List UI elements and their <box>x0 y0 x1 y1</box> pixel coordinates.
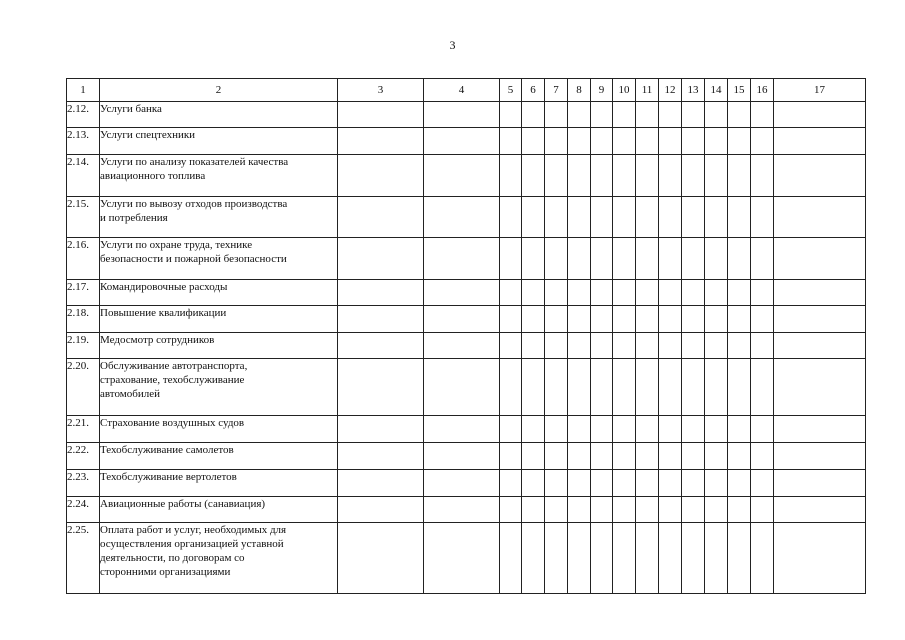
empty-cell <box>500 416 522 443</box>
empty-cell <box>682 333 705 359</box>
empty-cell <box>338 443 424 470</box>
empty-cell <box>636 238 659 280</box>
empty-cell <box>613 416 636 443</box>
row-number: 2.13. <box>67 128 100 155</box>
empty-cell <box>751 523 774 594</box>
empty-cell <box>591 359 613 416</box>
empty-cell <box>424 497 500 523</box>
empty-cell <box>682 280 705 306</box>
column-header-17: 17 <box>774 79 866 102</box>
column-header-10: 10 <box>613 79 636 102</box>
empty-cell <box>613 238 636 280</box>
empty-cell <box>545 359 568 416</box>
empty-cell <box>774 359 866 416</box>
empty-cell <box>522 306 545 333</box>
row-label-line: Медосмотр сотрудников <box>100 334 215 346</box>
empty-cell <box>774 497 866 523</box>
column-header-11: 11 <box>636 79 659 102</box>
empty-cell <box>500 102 522 128</box>
empty-cell <box>500 155 522 197</box>
empty-cell <box>545 443 568 470</box>
empty-cell <box>424 359 500 416</box>
empty-cell <box>659 102 682 128</box>
column-header-5: 5 <box>500 79 522 102</box>
empty-cell <box>682 102 705 128</box>
table-header-row <box>67 79 866 102</box>
empty-cell <box>613 280 636 306</box>
empty-cell <box>636 128 659 155</box>
row-label-line: страхование, техобслуживание <box>100 374 245 386</box>
column-header-7: 7 <box>545 79 568 102</box>
table-row <box>67 280 866 306</box>
empty-cell <box>636 359 659 416</box>
empty-cell <box>774 523 866 594</box>
empty-cell <box>500 470 522 497</box>
empty-cell <box>659 128 682 155</box>
empty-cell <box>659 238 682 280</box>
row-label-line: Техобслуживание самолетов <box>100 444 234 456</box>
empty-cell <box>682 523 705 594</box>
row-number: 2.18. <box>67 306 100 333</box>
empty-cell <box>751 238 774 280</box>
empty-cell <box>522 197 545 238</box>
empty-cell <box>568 197 591 238</box>
empty-cell <box>682 359 705 416</box>
empty-cell <box>705 197 728 238</box>
empty-cell <box>705 128 728 155</box>
empty-cell <box>338 497 424 523</box>
empty-cell <box>613 359 636 416</box>
row-label <box>100 333 338 359</box>
row-number: 2.16. <box>67 238 100 280</box>
row-label-line: и потребления <box>100 212 168 224</box>
row-number: 2.25. <box>67 523 100 594</box>
empty-cell <box>424 238 500 280</box>
empty-cell <box>751 128 774 155</box>
empty-cell <box>659 443 682 470</box>
row-label-line: сторонними организациями <box>100 566 231 578</box>
row-number: 2.14. <box>67 155 100 197</box>
column-header-13: 13 <box>682 79 705 102</box>
empty-cell <box>500 497 522 523</box>
row-label <box>100 470 338 497</box>
empty-cell <box>424 416 500 443</box>
empty-cell <box>774 470 866 497</box>
empty-cell <box>613 102 636 128</box>
empty-cell <box>774 128 866 155</box>
empty-cell <box>338 333 424 359</box>
row-label <box>100 102 338 128</box>
empty-cell <box>568 333 591 359</box>
row-label-line: деятельности, по договорам со <box>100 552 245 564</box>
page-number: 3 <box>449 38 456 52</box>
empty-cell <box>338 102 424 128</box>
table-row <box>67 470 866 497</box>
empty-cell <box>338 128 424 155</box>
empty-cell <box>522 359 545 416</box>
empty-cell <box>751 497 774 523</box>
row-number: 2.19. <box>67 333 100 359</box>
empty-cell <box>522 128 545 155</box>
empty-cell <box>705 497 728 523</box>
empty-cell <box>522 333 545 359</box>
empty-cell <box>751 443 774 470</box>
row-label-line: автомобилей <box>100 388 160 400</box>
row-label <box>100 523 338 594</box>
empty-cell <box>591 102 613 128</box>
empty-cell <box>338 238 424 280</box>
empty-cell <box>568 280 591 306</box>
table-row <box>67 359 866 416</box>
empty-cell <box>522 102 545 128</box>
empty-cell <box>774 306 866 333</box>
row-label-line: Авиационные работы (санавиация) <box>100 498 266 510</box>
column-header-6: 6 <box>522 79 545 102</box>
empty-cell <box>636 416 659 443</box>
column-header-3: 3 <box>338 79 424 102</box>
empty-cell <box>424 443 500 470</box>
empty-cell <box>705 280 728 306</box>
empty-cell <box>338 523 424 594</box>
empty-cell <box>522 443 545 470</box>
table-row <box>67 102 866 128</box>
column-header-1: 1 <box>67 79 100 102</box>
empty-cell <box>682 416 705 443</box>
empty-cell <box>705 155 728 197</box>
empty-cell <box>613 497 636 523</box>
empty-cell <box>591 497 613 523</box>
empty-cell <box>682 497 705 523</box>
empty-cell <box>659 197 682 238</box>
empty-cell <box>591 470 613 497</box>
empty-cell <box>522 523 545 594</box>
empty-cell <box>751 333 774 359</box>
empty-cell <box>636 470 659 497</box>
row-label-line: Командировочные расходы <box>100 281 228 293</box>
empty-cell <box>591 155 613 197</box>
column-header-12: 12 <box>659 79 682 102</box>
empty-cell <box>636 523 659 594</box>
empty-cell <box>568 238 591 280</box>
row-label-line: Повышение квалификации <box>100 307 227 319</box>
empty-cell <box>500 333 522 359</box>
column-header-2: 2 <box>100 79 338 102</box>
empty-cell <box>705 238 728 280</box>
empty-cell <box>522 280 545 306</box>
empty-cell <box>338 416 424 443</box>
empty-cell <box>545 102 568 128</box>
empty-cell <box>613 155 636 197</box>
row-label <box>100 306 338 333</box>
empty-cell <box>338 306 424 333</box>
empty-cell <box>751 359 774 416</box>
row-label-line: Оплата работ и услуг, необходимых для <box>100 524 287 536</box>
empty-cell <box>751 416 774 443</box>
row-label-line: осуществления организацией уставной <box>100 538 284 550</box>
empty-cell <box>591 523 613 594</box>
empty-cell <box>522 238 545 280</box>
empty-cell <box>705 102 728 128</box>
empty-cell <box>705 416 728 443</box>
empty-cell <box>659 470 682 497</box>
empty-cell <box>682 155 705 197</box>
empty-cell <box>338 155 424 197</box>
empty-cell <box>751 306 774 333</box>
table-row <box>67 416 866 443</box>
empty-cell <box>545 155 568 197</box>
empty-cell <box>613 333 636 359</box>
row-label-line: Техобслуживание вертолетов <box>100 471 237 483</box>
table-row <box>67 128 866 155</box>
empty-cell <box>424 333 500 359</box>
empty-cell <box>728 443 751 470</box>
row-label-line: Услуги по охране труда, технике <box>100 239 253 251</box>
empty-cell <box>591 416 613 443</box>
empty-cell <box>522 155 545 197</box>
table-row <box>67 497 866 523</box>
row-number: 2.22. <box>67 443 100 470</box>
empty-cell <box>522 416 545 443</box>
empty-cell <box>424 197 500 238</box>
empty-cell <box>705 359 728 416</box>
empty-cell <box>424 280 500 306</box>
empty-cell <box>568 155 591 197</box>
row-label <box>100 197 338 238</box>
table-row <box>67 523 866 594</box>
row-label-line: Обслуживание автотранспорта, <box>100 360 248 372</box>
empty-cell <box>591 333 613 359</box>
empty-cell <box>728 523 751 594</box>
row-label-line: Страхование воздушных судов <box>100 417 245 429</box>
empty-cell <box>728 470 751 497</box>
empty-cell <box>338 280 424 306</box>
empty-cell <box>682 306 705 333</box>
empty-cell <box>705 470 728 497</box>
empty-cell <box>728 155 751 197</box>
row-label-line: авиационного топлива <box>100 170 206 182</box>
table-row <box>67 443 866 470</box>
empty-cell <box>591 128 613 155</box>
empty-cell <box>338 470 424 497</box>
empty-cell <box>568 470 591 497</box>
empty-cell <box>728 416 751 443</box>
table-row <box>67 238 866 280</box>
empty-cell <box>545 306 568 333</box>
empty-cell <box>751 197 774 238</box>
empty-cell <box>774 416 866 443</box>
empty-cell <box>774 238 866 280</box>
empty-cell <box>774 333 866 359</box>
row-label-line: Услуги по вывозу отходов производства <box>100 198 288 210</box>
empty-cell <box>500 280 522 306</box>
empty-cell <box>705 306 728 333</box>
row-label-line: Услуги банка <box>100 103 162 115</box>
empty-cell <box>659 523 682 594</box>
empty-cell <box>613 306 636 333</box>
empty-cell <box>545 497 568 523</box>
empty-cell <box>659 280 682 306</box>
empty-cell <box>424 523 500 594</box>
empty-cell <box>613 470 636 497</box>
empty-cell <box>636 102 659 128</box>
row-label-line: безопасности и пожарной безопасности <box>100 253 287 265</box>
empty-cell <box>568 359 591 416</box>
table-row <box>67 306 866 333</box>
empty-cell <box>568 306 591 333</box>
empty-cell <box>751 155 774 197</box>
empty-cell <box>545 238 568 280</box>
empty-cell <box>774 443 866 470</box>
budget-table <box>66 78 866 594</box>
table-row <box>67 155 866 197</box>
row-number: 2.12. <box>67 102 100 128</box>
column-header-14: 14 <box>705 79 728 102</box>
empty-cell <box>659 333 682 359</box>
empty-cell <box>636 155 659 197</box>
empty-cell <box>568 497 591 523</box>
empty-cell <box>636 443 659 470</box>
row-label-line: Услуги спецтехники <box>100 129 196 141</box>
row-label <box>100 416 338 443</box>
empty-cell <box>568 128 591 155</box>
empty-cell <box>545 280 568 306</box>
empty-cell <box>728 306 751 333</box>
empty-cell <box>659 155 682 197</box>
empty-cell <box>545 523 568 594</box>
empty-cell <box>613 523 636 594</box>
empty-cell <box>751 102 774 128</box>
empty-cell <box>613 128 636 155</box>
empty-cell <box>591 443 613 470</box>
empty-cell <box>424 470 500 497</box>
empty-cell <box>568 523 591 594</box>
empty-cell <box>545 333 568 359</box>
empty-cell <box>751 470 774 497</box>
empty-cell <box>636 333 659 359</box>
empty-cell <box>591 306 613 333</box>
empty-cell <box>591 238 613 280</box>
row-label <box>100 280 338 306</box>
empty-cell <box>728 497 751 523</box>
empty-cell <box>591 280 613 306</box>
empty-cell <box>751 280 774 306</box>
empty-cell <box>500 443 522 470</box>
empty-cell <box>682 470 705 497</box>
empty-cell <box>338 359 424 416</box>
empty-cell <box>522 497 545 523</box>
empty-cell <box>774 102 866 128</box>
empty-cell <box>568 416 591 443</box>
empty-cell <box>500 359 522 416</box>
empty-cell <box>338 197 424 238</box>
empty-cell <box>545 197 568 238</box>
empty-cell <box>424 155 500 197</box>
empty-cell <box>659 416 682 443</box>
empty-cell <box>728 359 751 416</box>
column-header-9: 9 <box>591 79 613 102</box>
empty-cell <box>659 306 682 333</box>
empty-cell <box>636 306 659 333</box>
empty-cell <box>659 497 682 523</box>
empty-cell <box>705 333 728 359</box>
empty-cell <box>774 155 866 197</box>
empty-cell <box>545 416 568 443</box>
empty-cell <box>705 523 728 594</box>
empty-cell <box>591 197 613 238</box>
empty-cell <box>636 497 659 523</box>
row-label <box>100 238 338 280</box>
row-number: 2.23. <box>67 470 100 497</box>
empty-cell <box>728 102 751 128</box>
empty-cell <box>682 128 705 155</box>
empty-cell <box>568 443 591 470</box>
empty-cell <box>728 280 751 306</box>
table-row <box>67 197 866 238</box>
row-label <box>100 443 338 470</box>
empty-cell <box>682 238 705 280</box>
empty-cell <box>636 197 659 238</box>
empty-cell <box>613 197 636 238</box>
empty-cell <box>500 238 522 280</box>
empty-cell <box>728 128 751 155</box>
empty-cell <box>774 197 866 238</box>
empty-cell <box>500 523 522 594</box>
empty-cell <box>545 128 568 155</box>
empty-cell <box>424 306 500 333</box>
row-number: 2.20. <box>67 359 100 416</box>
empty-cell <box>659 359 682 416</box>
empty-cell <box>568 102 591 128</box>
empty-cell <box>705 443 728 470</box>
column-header-15: 15 <box>728 79 751 102</box>
row-label <box>100 359 338 416</box>
empty-cell <box>774 280 866 306</box>
row-label <box>100 497 338 523</box>
table-row <box>67 333 866 359</box>
empty-cell <box>500 306 522 333</box>
empty-cell <box>682 197 705 238</box>
empty-cell <box>682 443 705 470</box>
row-number: 2.15. <box>67 197 100 238</box>
row-label-line: Услуги по анализу показателей качества <box>100 156 289 168</box>
empty-cell <box>728 197 751 238</box>
empty-cell <box>500 197 522 238</box>
row-number: 2.21. <box>67 416 100 443</box>
empty-cell <box>500 128 522 155</box>
empty-cell <box>424 128 500 155</box>
empty-cell <box>613 443 636 470</box>
row-label <box>100 128 338 155</box>
column-header-4: 4 <box>424 79 500 102</box>
row-number: 2.24. <box>67 497 100 523</box>
column-header-8: 8 <box>568 79 591 102</box>
empty-cell <box>636 280 659 306</box>
empty-cell <box>545 470 568 497</box>
empty-cell <box>522 470 545 497</box>
row-label <box>100 155 338 197</box>
empty-cell <box>728 238 751 280</box>
empty-cell <box>728 333 751 359</box>
row-number: 2.17. <box>67 280 100 306</box>
empty-cell <box>424 102 500 128</box>
column-header-16: 16 <box>751 79 774 102</box>
